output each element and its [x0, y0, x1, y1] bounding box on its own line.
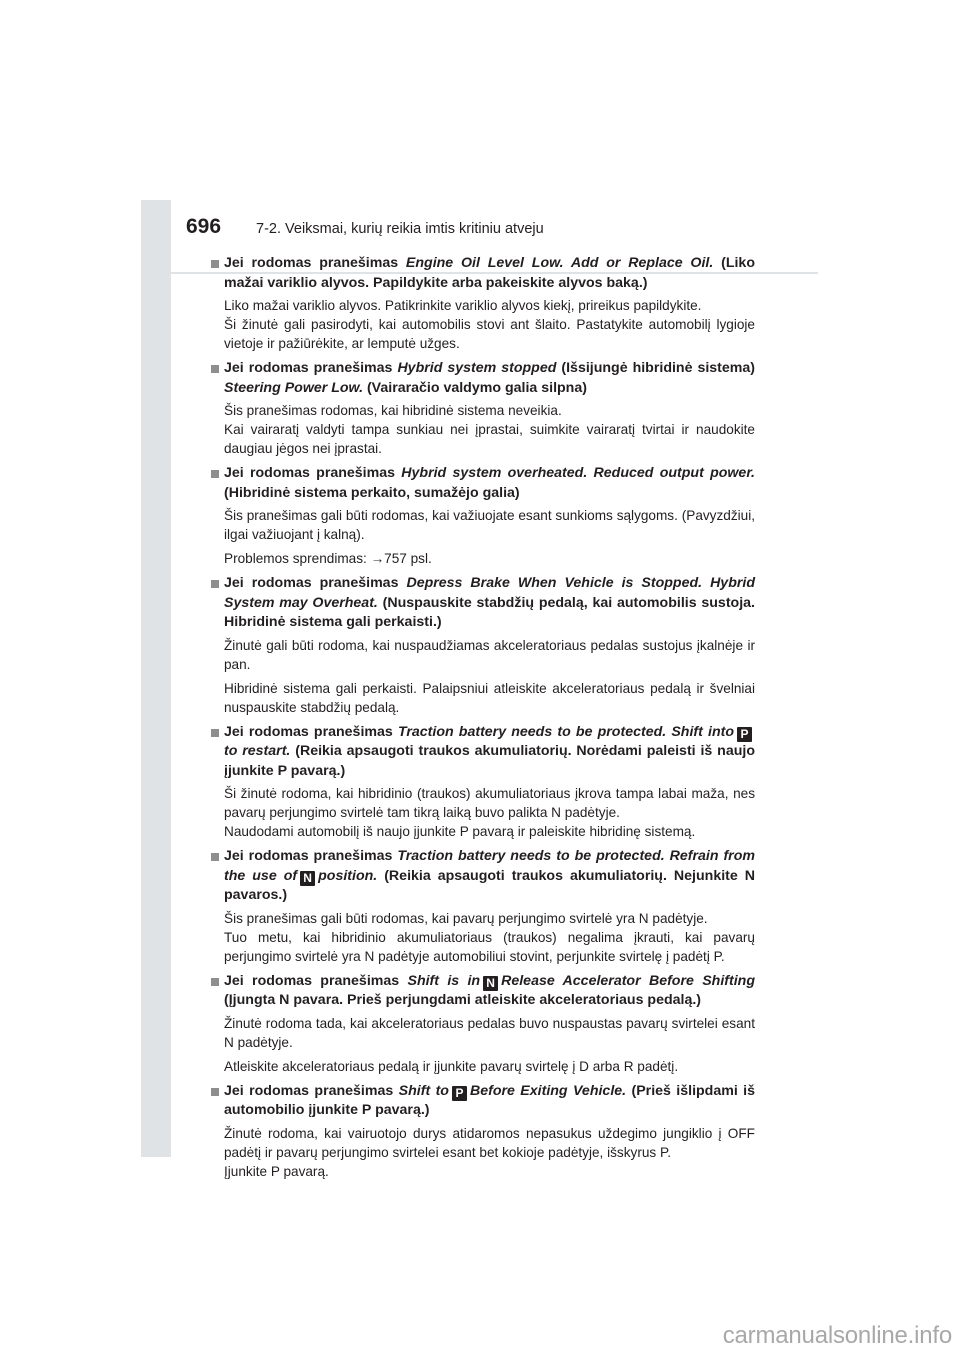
section-depress-brake: [211, 574, 755, 717]
square-bullet-icon: [211, 470, 219, 478]
gear-p-icon: P: [452, 1086, 467, 1101]
section-text: Atleiskite akceleratoriaus pedalą ir įjunkite pavarų svirtelę į D arba R padėtį.: [224, 1058, 679, 1074]
section-heading: Jei rodomas pranešimas Hybrid system overheated. Reduced output power. (Hibridinė sistema perkaito, sumažėjo galia): [211, 464, 755, 503]
section-traction-battery-restart: [211, 723, 755, 842]
section-hybrid-stopped: [211, 359, 755, 458]
gear-n-icon: N: [483, 976, 498, 991]
section-traction-battery-n: [211, 847, 755, 966]
section-heading: Jei rodomas pranešimas Depress Brake When Vehicle is Stopped. Hybrid System may Overheat. (Nuspauskite stabdžių pedalą, kai automobilis sustoja. Hibridinė sistema gali perkaisti.): [211, 574, 755, 633]
chapter-title: 7-2. Veiksmai, kurių reikia imtis kritiniu atveju: [256, 221, 544, 237]
section-engine-oil: [211, 254, 755, 353]
gear-n-icon: N: [300, 871, 315, 886]
section-text: Žinutė rodoma, kai vairuotojo durys atidaromos nepasukus uždegimo jungiklio į OFF padėtį ir pavarų perjungimo svirtelei esant bet kokioje padėtyje, išskyrus P. Įjunkite P pavarą.: [224, 1125, 755, 1179]
section-heading: Jei rodomas pranešimas Shift to P Before Exiting Vehicle. (Prieš išlipdami iš automobilio įjunkite P pavarą.): [211, 1082, 755, 1121]
section-shift-is-in-n: [211, 972, 755, 1076]
square-bullet-icon: [211, 365, 219, 373]
square-bullet-icon: [211, 978, 219, 986]
content: [211, 254, 755, 1187]
page-number: 696: [186, 215, 222, 238]
section-shift-to-p: [211, 1082, 755, 1181]
section-heading: Jei rodomas pranešimas Hybrid system stopped (Išsijungė hibridinė sistema) Steering Power Low. (Vairaračio valdymo galia silpna): [211, 359, 755, 398]
square-bullet-icon: [211, 853, 219, 861]
section-hybrid-overheated: [211, 464, 755, 568]
section-text: Žinutė rodoma tada, kai akceleratoriaus pedalas buvo nuspaustas pavarų svirtelei esant N padėtyje.: [224, 1015, 755, 1050]
section-text: Ši žinutė rodoma, kai hibridinio (traukos) akumuliatoriaus įkrova tampa labai maža, nes pavarų perjungimo svirtelė tam tikrą laiką buvo palikta N padėtyje. Naudodami automobilį iš naujo įjunkite P pavarą ir paleiskite hibridinę sistemą.: [224, 786, 755, 839]
chapter-sidebar-tab: [141, 200, 171, 1157]
section-text: Hibridinė sistema gali perkaisti. Palaipsniui atleiskite akceleratoriaus pedalą ir švelniai nuspauskite stabdžių pedalą.: [224, 680, 755, 715]
section-text: Šis pranešimas gali būti rodomas, kai pavarų perjungimo svirtelė yra N padėtyje. Tuo metu, kai hibridinio akumuliatoriaus (traukos) negalima įkrauti, kai pavarų perjungimo svirtelė yra N padėtyje automobiliui stovint, perjunkite svirtelę į padėtį P.: [224, 910, 755, 964]
square-bullet-icon: [211, 580, 219, 588]
section-heading: Jei rodomas pranešimas Engine Oil Level Low. Add or Replace Oil. (Liko mažai variklio alyvos. Papildykite arba pakeiskite alyvos baką.): [211, 254, 755, 293]
section-text: Šis pranešimas gali būti rodomas, kai važiuojate esant sunkioms sąlygoms. (Pavyzdžiui, ilgai važiuojant į kalną).: [224, 508, 755, 542]
section-heading: Jei rodomas pranešimas Shift is in N Release Accelerator Before Shifting (Įjungta N pavara. Prieš perjungdami atleiskite akceleratoriaus pedalą.): [211, 972, 755, 1011]
section-text: Šis pranešimas rodomas, kai hibridinė sistema neveikia. Kai vairaratį valdyti tampa sunkiau nei įprastai, suimkite vairaratį tvirtai ir naudokite daugiau jėgos nei įprastai.: [224, 403, 755, 456]
section-heading: Jei rodomas pranešimas Traction battery needs to be protected. Shift into Pto restart. (Reikia apsaugoti traukos akumuliatorių. Norėdami paleisti iš naujo įjunkite P pavarą.): [211, 723, 755, 782]
section-text: Liko mažai variklio alyvos. Patikrinkite variklio alyvos kiekį, prireikus papildykite. Ši žinutė gali pasirodyti, kai automobilis stovi ant šlaito. Pastatykite automobilį lygioje vietoje ir pažiūrėkite, ar lemputė užges.: [224, 298, 755, 351]
gear-p-icon: P: [737, 727, 752, 742]
section-text: Problemos sprendimas: →757 psl.: [224, 551, 432, 566]
section-heading: Jei rodomas pranešimas Traction battery needs to be protected. Refrain from the use of N position. (Reikia apsaugoti traukos akumuliatorių. Nejunkite N pavaros.): [211, 847, 755, 906]
square-bullet-icon: [211, 1088, 219, 1096]
section-text: Žinutė gali būti rodoma, kai nuspaudžiamas akceleratoriaus pedalas sustojus įkalnėje ir pan.: [224, 637, 755, 672]
watermark: carmanualsonline.info: [722, 1322, 952, 1349]
square-bullet-icon: [211, 729, 219, 737]
square-bullet-icon: [211, 260, 219, 268]
